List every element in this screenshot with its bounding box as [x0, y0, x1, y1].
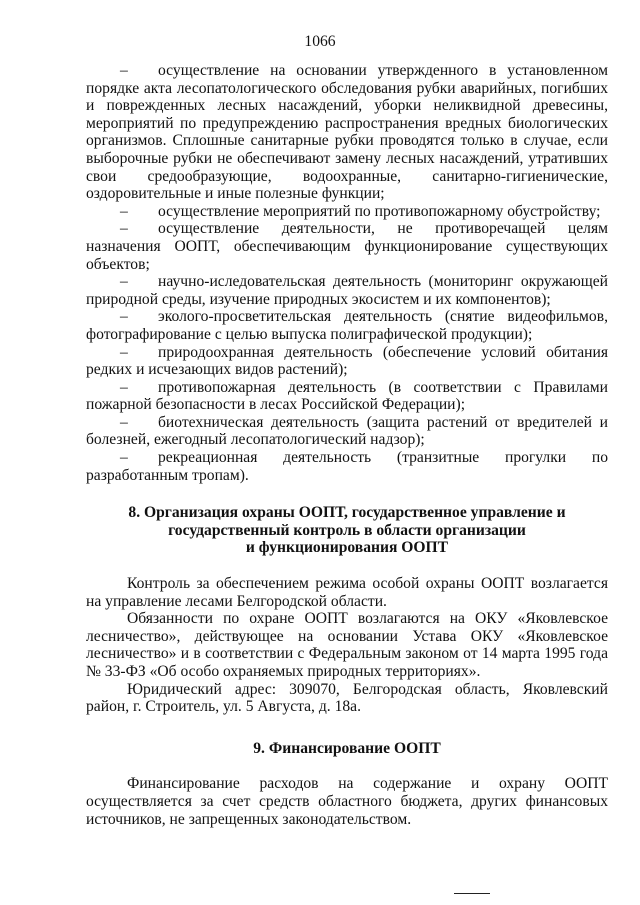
list-dash: – — [120, 273, 128, 291]
list-dash: – — [120, 220, 128, 238]
section-8-heading-line-3: и функционирования ООПТ — [245, 539, 449, 557]
list-item-text: природоохранная деятельность (обеспечение условий обитания редких и исчезающих видов растений); — [86, 343, 608, 379]
list-item — [86, 220, 608, 273]
section-8-heading-line-1: 8. Организация охраны ООПТ, государственное управление и — [128, 504, 566, 522]
list-item — [86, 308, 608, 343]
list-dash: – — [120, 202, 128, 220]
list-item-text: биотехническая деятельность (защита растений от вредителей и болезней, ежегодный лесопатологический надзор); — [86, 413, 608, 449]
list-item-text: рекреационная деятельность (транзитные прогулки по разработанным тропам). — [86, 449, 608, 484]
list-dash: – — [120, 413, 128, 431]
list-dash: – — [120, 308, 128, 326]
list-dash: – — [120, 378, 128, 396]
list-item-text: осуществление мероприятий по противопожарному обустройству; — [158, 202, 601, 220]
section-8-paragraph-control: Контроль за обеспечением режима особой охраны ООПТ возлагается на управление лесами Белгородской области. — [86, 575, 608, 610]
activity-list — [86, 62, 608, 484]
section-8-paragraph-address: Юридический адрес: 309070, Белгородская область, Яковлевский район, г. Строитель, ул. 5 Августа, д. 18а. — [86, 680, 608, 716]
list-item — [86, 273, 608, 308]
list-item — [86, 379, 608, 414]
list-item-text: осуществление на основании утвержденного в установленном порядке акта лесопатологического обследования рубки аварийных, погибших и поврежденных лесных насаждений, уборки неликвидной древесины, мероприятий по предупреждению распространения вредных биологических организмов. Сплошные санитарные рубки проводятся только в случае, если выборочные рубки не обеспечивают замену лесных насаждений, утративших свои средообразующие, водоохранные, санитарно-гигиенические, оздоровительные и иные полезные функции; — [86, 62, 608, 203]
section-8-heading-line-2: государственный контроль в области организации — [168, 521, 526, 539]
section-9 — [86, 740, 608, 828]
section-8-paragraph-duties: Обязанности по охране ООПТ возлагаются на ОКУ «Яковлевское лесничество», действующее на основании Устава ОКУ «Яковлевское лесничество» и в соответствии с Федеральным законом от 14 марта 1995 года № 33-ФЗ «Об особо охраняемых природных территориях». — [86, 610, 608, 680]
section-8 — [86, 504, 608, 716]
footer-rule — [454, 893, 490, 894]
page-content — [86, 62, 608, 828]
section-9-paragraph-financing: Финансирование расходов на содержание и охрану ООПТ осуществляется за счет средств областного бюджета, других финансовых источников, не запрещенных законодательством. — [86, 775, 608, 828]
list-item-text: эколого-просветительская деятельность (снятие видеофильмов, фотографирование с целью выпуска полиграфической продукции); — [86, 308, 608, 343]
section-9-heading: 9. Финансирование ООПТ — [253, 739, 441, 757]
list-item-text: научно-иследовательская деятельность (мониторинг окружающей природной среды, изучение природных экосистем и их компонентов); — [86, 273, 608, 308]
list-item — [86, 344, 608, 379]
list-dash: – — [120, 343, 128, 361]
list-item — [86, 414, 608, 449]
list-dash: – — [120, 449, 128, 467]
page-number: 1066 — [304, 33, 336, 50]
list-dash: – — [120, 62, 128, 79]
list-item-text: осуществление деятельности, не противоречащей целям назначения ООПТ, обеспечивающим функционирование существующих объектов; — [86, 220, 608, 273]
list-item-text: противопожарная деятельность (в соответствии с Правилами пожарной безопасности в лесах Российской Федерации); — [86, 378, 608, 414]
list-item — [86, 62, 608, 203]
list-item — [86, 203, 608, 221]
list-item — [86, 449, 608, 484]
